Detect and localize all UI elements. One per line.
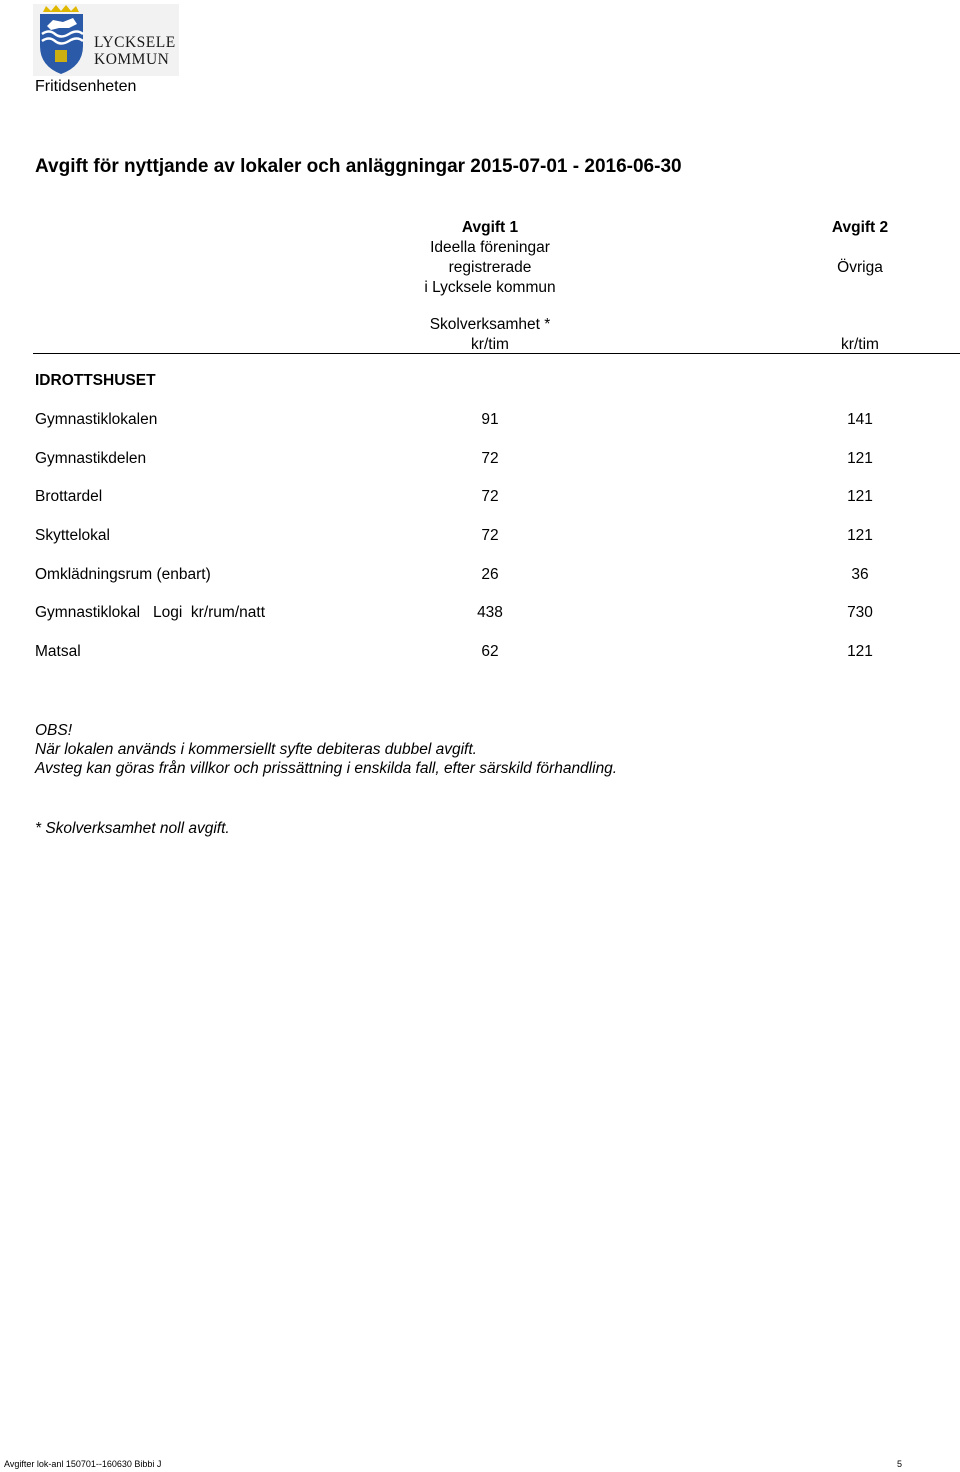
logo-text-line1: LYCKSELE [94, 34, 176, 51]
row-name: Omklädningsrum (enbart) [35, 566, 211, 583]
row-avgift1: 72 [481, 527, 499, 544]
row-name: Skyttelokal [35, 527, 110, 544]
notes-commercial: När lokalen används i kommersiellt syfte debiteras dubbel avgift. [35, 741, 477, 758]
table-row [0, 450, 960, 470]
row-name: Gymnastikdelen [35, 450, 147, 467]
logo-text-line2: KOMMUN [94, 51, 170, 68]
row-avgift2: 141 [847, 411, 873, 428]
table-row [0, 604, 960, 624]
column-title-avgift1: Avgift 1 [461, 219, 519, 236]
municipality-logo [33, 4, 179, 76]
row-avgift2: 121 [847, 643, 873, 660]
page-title: Avgift för nyttjande av lokaler och anläggningar 2015-07-01 - 2016-06-30 [35, 156, 682, 177]
column-header-avgift2 [790, 218, 930, 355]
column-desc-extra: Skolverksamhet * [429, 316, 551, 333]
column-unit-avgift2: kr/tim [841, 336, 879, 353]
row-avgift2: 36 [851, 566, 869, 583]
row-avgift2: 121 [847, 450, 873, 467]
section-heading: IDROTTSHUSET [35, 372, 156, 389]
column-desc-line: i Lycksele kommun [424, 279, 556, 296]
row-avgift1: 91 [481, 411, 499, 428]
table-row [0, 643, 960, 663]
row-avgift2: 121 [847, 527, 873, 544]
row-avgift1: 62 [481, 643, 499, 660]
department-name: Fritidsenheten [35, 78, 137, 95]
row-avgift1: 438 [477, 604, 503, 621]
column-desc-line: registrerade [448, 259, 532, 276]
row-avgift1: 26 [481, 566, 499, 583]
row-avgift2: 121 [847, 488, 873, 505]
footer-page-number: 5 [897, 1459, 903, 1469]
table-row [0, 411, 960, 431]
notes-footnote: * Skolverksamhet noll avgift. [35, 820, 230, 837]
row-avgift1: 72 [481, 450, 499, 467]
row-name: Matsal [35, 643, 81, 660]
notes-exceptions: Avsteg kan göras från villkor och prissättning i enskilda fall, efter särskild förhandling. [35, 760, 618, 777]
row-avgift2: 730 [847, 604, 873, 621]
table-row [0, 527, 960, 547]
row-name: Gymnastiklokalen [35, 411, 158, 428]
row-name: Brottardel [35, 488, 103, 505]
column-unit-avgift1: kr/tim [471, 336, 509, 353]
column-subtitle-avgift2: Övriga [837, 259, 883, 276]
row-avgift1: 72 [481, 488, 499, 505]
column-desc-line: Ideella föreningar [430, 239, 550, 256]
row-name: Gymnastiklokal Logi kr/rum/natt [35, 604, 265, 621]
table-row [0, 488, 960, 508]
column-title-avgift2: Avgift 2 [831, 219, 889, 236]
column-header-avgift1 [380, 218, 600, 355]
header-divider [33, 353, 960, 354]
notes-obs: OBS! [35, 722, 73, 739]
table-row [0, 566, 960, 586]
coat-of-arms-icon [33, 4, 93, 76]
footer-document-ref: Avgifter lok-anl 150701--160630 Bibbi J [4, 1459, 162, 1469]
